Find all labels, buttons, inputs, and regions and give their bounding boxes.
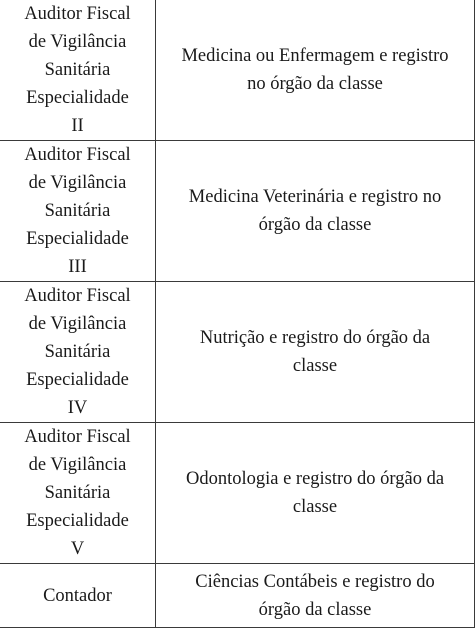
table-row (0, 282, 475, 423)
role-text: Especialidade (26, 370, 129, 390)
requirement-text: Medicina ou Enfermagem e registro (181, 46, 449, 66)
role-text: Especialidade (26, 229, 129, 249)
role-text: Sanitária (44, 342, 111, 362)
requirement-text: Odontologia e registro do órgão da (185, 469, 445, 489)
role-text: Auditor Fiscal (24, 427, 131, 447)
requirement-text: classe (292, 356, 338, 376)
role-text: de Vigilância (28, 455, 127, 475)
requirement-text: Medicina Veterinária e registro no (188, 187, 442, 207)
role-cell (0, 141, 156, 282)
table-row (0, 0, 475, 141)
requirement-text: no órgão da classe (247, 74, 383, 94)
role-text: II (71, 116, 84, 136)
requirement-cell (156, 564, 475, 628)
role-text: de Vigilância (28, 32, 127, 52)
role-cell (0, 423, 156, 564)
role-text: Especialidade (26, 88, 129, 108)
requirement-text: Ciências Contábeis e registro do (195, 571, 435, 592)
role-text: V (70, 539, 85, 559)
role-cell (0, 282, 156, 423)
role-text: Auditor Fiscal (24, 4, 131, 24)
role-text: Sanitária (44, 483, 111, 503)
table-row (0, 141, 475, 282)
role-text: Contador (43, 585, 112, 606)
role-text: Auditor Fiscal (24, 286, 131, 306)
requirement-cell (156, 141, 475, 282)
requirement-cell (156, 0, 475, 141)
table-row (0, 564, 475, 628)
role-text: III (68, 257, 87, 277)
table-row (0, 423, 475, 564)
role-text: de Vigilância (28, 314, 127, 334)
role-text: Sanitária (44, 60, 111, 80)
role-text: IV (67, 398, 88, 418)
role-text: Auditor Fiscal (24, 145, 131, 165)
role-cell (0, 0, 156, 141)
requirement-text: órgão da classe (258, 599, 372, 620)
requirement-text: Nutrição e registro do órgão da (199, 328, 431, 348)
requirement-cell (156, 423, 475, 564)
requirement-text: órgão da classe (258, 215, 372, 235)
role-text: Sanitária (44, 201, 111, 221)
role-cell (0, 564, 156, 628)
requirement-cell (156, 282, 475, 423)
role-text: de Vigilância (28, 173, 127, 193)
role-text: Especialidade (26, 511, 129, 531)
requirement-text: classe (292, 497, 338, 517)
